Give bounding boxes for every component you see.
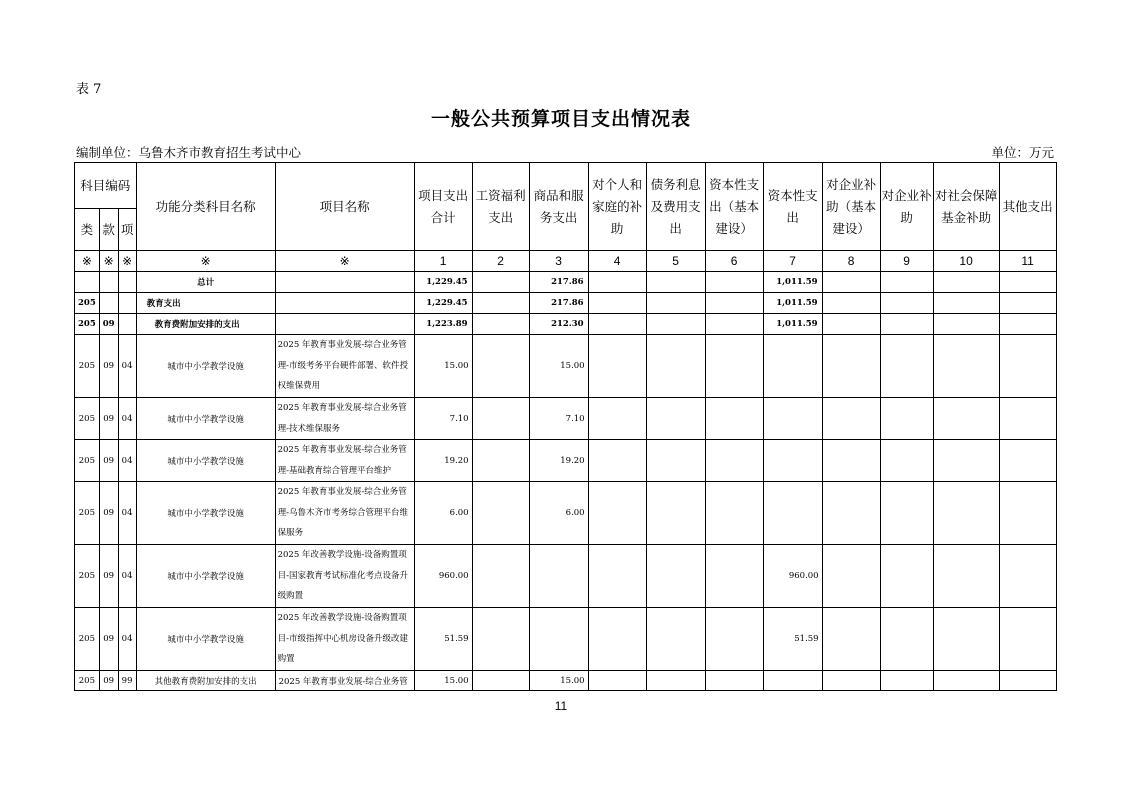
col-number: 4: [588, 251, 646, 272]
xiang-cell: 99: [118, 671, 136, 691]
unit-label: 单位：万元: [991, 145, 1054, 160]
goods-cell: 15.00: [529, 671, 588, 691]
summary-row: [75, 272, 1057, 293]
kuan-cell: [99, 293, 118, 314]
total-cell: 15.00: [414, 671, 472, 691]
capital-cell: 51.59: [763, 608, 822, 671]
kuan-header: 款: [99, 209, 118, 251]
col-number: 6: [705, 251, 763, 272]
capital-cell: [763, 482, 822, 545]
proj-name-cell: [275, 293, 414, 314]
xiang-cell: 04: [118, 608, 136, 671]
xiang-cell: 04: [118, 440, 136, 482]
proj-name-cell: 2025 年教育事业发展-综合业务管理-乌鲁木齐市考务综合管理平台维保服务: [275, 482, 414, 545]
col-number: 2: [472, 251, 529, 272]
marker-cell: ※: [99, 251, 118, 272]
total-cell: 1,229.45: [414, 293, 472, 314]
budget-table: [74, 162, 1057, 691]
col-header: 对社会保障基金补助: [933, 163, 999, 251]
xiang-cell: [118, 293, 136, 314]
col-number: 3: [529, 251, 588, 272]
proj-name-cell: 2025 年改善教学设施-设备购置项目-市级指挥中心机房设备升级改建购置: [275, 608, 414, 671]
lei-cell: 205: [75, 293, 100, 314]
marker-cell: ※: [136, 251, 275, 272]
goods-cell: 212.30: [529, 314, 588, 335]
func-name-cell: 其他教育费附加安排的支出: [136, 671, 275, 691]
total-cell: 1,223.89: [414, 314, 472, 335]
xiang-cell: [118, 272, 136, 293]
proj-name-cell: 2025 年改善教学设施-设备购置项目-国家教育考试标准化考点设备升级购置: [275, 545, 414, 608]
proj-name-cell: 2025 年教育事业发展-综合业务管: [275, 671, 414, 691]
capital-cell: [763, 335, 822, 398]
xiang-header: 项: [118, 209, 136, 251]
proj-name-cell: 2025 年教育事业发展-综合业务管理-市级考务平台硬件部署、软件授权维保费用: [275, 335, 414, 398]
col-header: 对个人和家庭的补助: [588, 163, 646, 251]
col-header: 资本性支出: [763, 163, 822, 251]
capital-cell: [763, 398, 822, 440]
col-number: 11: [999, 251, 1056, 272]
page-title: 一般公共预算项目支出情况表: [430, 108, 691, 130]
col-header: 对企业补助（基本建设）: [822, 163, 880, 251]
func-name-cell: 城市中小学教学设施: [136, 335, 275, 398]
func-name-cell: 总计: [136, 272, 275, 293]
lei-cell: 205: [75, 398, 100, 440]
lei-cell: 205: [75, 671, 100, 691]
col-header: 其他支出: [999, 163, 1056, 251]
table-row: [75, 482, 1057, 545]
total-cell: 51.59: [414, 608, 472, 671]
kuan-cell: 09: [99, 545, 118, 608]
xiang-cell: [118, 314, 136, 335]
xiang-cell: 04: [118, 482, 136, 545]
capital-cell: 1,011.59: [763, 314, 822, 335]
goods-cell: 6.00: [529, 482, 588, 545]
kuan-cell: 09: [99, 398, 118, 440]
xiang-cell: 04: [118, 398, 136, 440]
total-cell: 19.20: [414, 440, 472, 482]
lei-cell: 205: [75, 335, 100, 398]
goods-cell: [529, 545, 588, 608]
total-cell: 15.00: [414, 335, 472, 398]
kuan-cell: 09: [99, 671, 118, 691]
table-row: [75, 545, 1057, 608]
goods-cell: [529, 608, 588, 671]
lei-cell: 205: [75, 545, 100, 608]
marker-cell: ※: [118, 251, 136, 272]
proj-name-cell: [275, 272, 414, 293]
col-header: 工资福利支出: [472, 163, 529, 251]
total-cell: 7.10: [414, 398, 472, 440]
summary-row: [75, 314, 1057, 335]
func-name-cell: 教育支出: [136, 293, 275, 314]
table-row: [75, 335, 1057, 398]
proj-name-cell: [275, 314, 414, 335]
proj-name-cell: 2025 年教育事业发展-综合业务管理-基础教育综合管理平台维护: [275, 440, 414, 482]
kuan-cell: 09: [99, 314, 118, 335]
col-number: 5: [646, 251, 705, 272]
code-group-header: 科目编码: [75, 163, 137, 209]
col-header: 债务利息及费用支出: [646, 163, 705, 251]
proj-name-cell: 2025 年教育事业发展-综合业务管理-技术维保服务: [275, 398, 414, 440]
xiang-cell: 04: [118, 545, 136, 608]
goods-cell: 217.86: [529, 272, 588, 293]
col-header: 项目支出合计: [414, 163, 472, 251]
total-cell: 1,229.45: [414, 272, 472, 293]
capital-cell: 960.00: [763, 545, 822, 608]
col-header: 资本性支出（基本建设）: [705, 163, 763, 251]
col-number: 9: [880, 251, 933, 272]
summary-row: [75, 293, 1057, 314]
page-number: 11: [554, 699, 568, 713]
total-cell: 6.00: [414, 482, 472, 545]
goods-cell: 15.00: [529, 335, 588, 398]
col-header: 商品和服务支出: [529, 163, 588, 251]
func-name-cell: 教育费附加安排的支出: [136, 314, 275, 335]
capital-cell: 1,011.59: [763, 293, 822, 314]
lei-cell: 205: [75, 440, 100, 482]
table-row: [75, 608, 1057, 671]
table-row: [75, 440, 1057, 482]
func-name-cell: 城市中小学教学设施: [136, 482, 275, 545]
goods-cell: 217.86: [529, 293, 588, 314]
kuan-cell: 09: [99, 482, 118, 545]
table-row: [75, 398, 1057, 440]
col-number: 10: [933, 251, 999, 272]
capital-cell: [763, 671, 822, 691]
marker-cell: ※: [75, 251, 100, 272]
goods-cell: 19.20: [529, 440, 588, 482]
table-row: [75, 671, 1057, 691]
capital-cell: [763, 440, 822, 482]
func-name-header: 功能分类科目名称: [136, 163, 275, 251]
lei-cell: 205: [75, 314, 100, 335]
func-name-cell: 城市中小学教学设施: [136, 440, 275, 482]
kuan-cell: 09: [99, 440, 118, 482]
marker-row: [75, 251, 1057, 272]
col-number: 7: [763, 251, 822, 272]
func-name-cell: 城市中小学教学设施: [136, 398, 275, 440]
lei-cell: 205: [75, 482, 100, 545]
total-cell: 960.00: [414, 545, 472, 608]
kuan-cell: 09: [99, 335, 118, 398]
func-name-cell: 城市中小学教学设施: [136, 608, 275, 671]
lei-cell: 205: [75, 608, 100, 671]
col-number: 1: [414, 251, 472, 272]
kuan-cell: 09: [99, 608, 118, 671]
marker-cell: ※: [275, 251, 414, 272]
col-header: 对企业补助: [880, 163, 933, 251]
capital-cell: 1,011.59: [763, 272, 822, 293]
lei-header: 类: [75, 209, 100, 251]
kuan-cell: [99, 272, 118, 293]
goods-cell: 7.10: [529, 398, 588, 440]
xiang-cell: 04: [118, 335, 136, 398]
lei-cell: [75, 272, 100, 293]
col-number: 8: [822, 251, 880, 272]
func-name-cell: 城市中小学教学设施: [136, 545, 275, 608]
table-label: 表 7: [76, 82, 102, 97]
proj-name-header: 项目名称: [275, 163, 414, 251]
org-label: 编制单位：乌鲁木齐市教育招生考试中心: [76, 145, 302, 160]
